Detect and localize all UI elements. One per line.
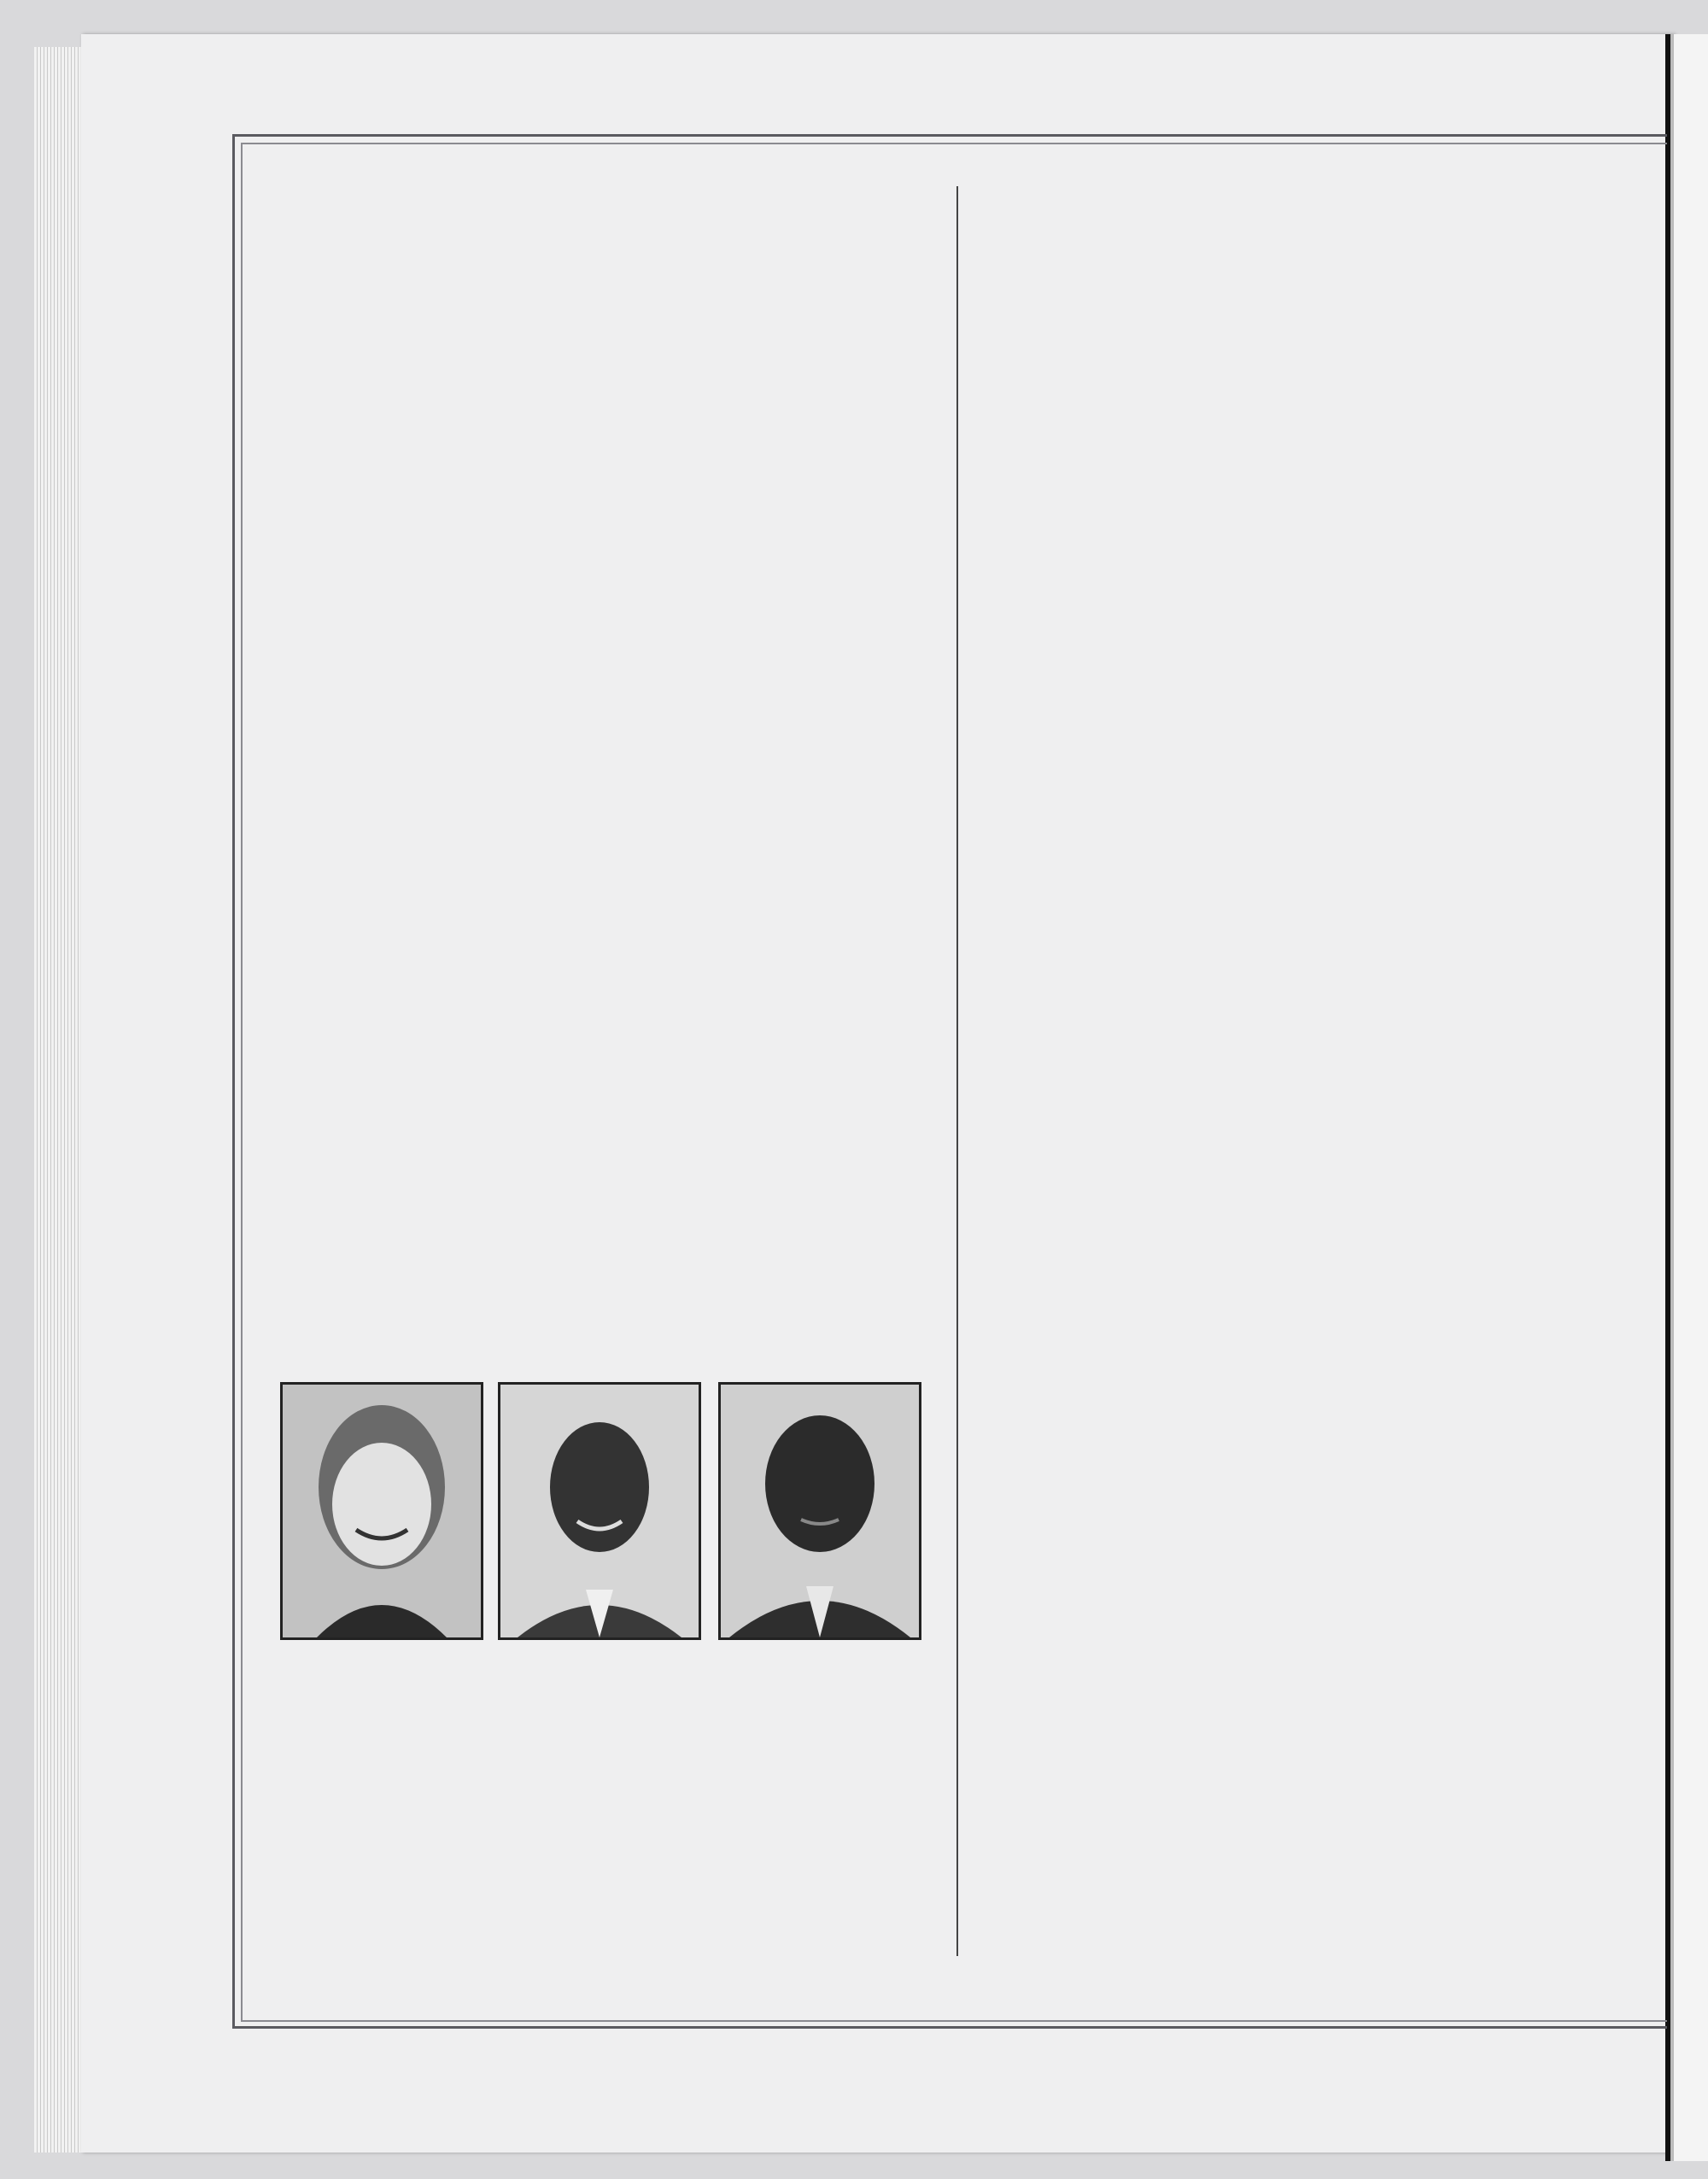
- table-row: [278, 1181, 927, 1207]
- table-header-row: [278, 288, 927, 313]
- table-row: [278, 1003, 927, 1028]
- table-row: [278, 773, 927, 799]
- table-row: [278, 722, 927, 747]
- table-row: [278, 1889, 945, 1914]
- table-row: [278, 620, 927, 646]
- table-row: [278, 313, 927, 339]
- column-divider: [956, 186, 958, 1956]
- portrait-image: [500, 1385, 699, 1637]
- table-row: [278, 415, 927, 441]
- table-row: [278, 850, 927, 876]
- table-row: [278, 671, 927, 696]
- portrait-image: [721, 1385, 919, 1637]
- table-row: [278, 492, 927, 518]
- table-row: [278, 1130, 927, 1156]
- table-row: [278, 645, 927, 671]
- table-row: [278, 1080, 927, 1105]
- table-row: [278, 1914, 945, 1940]
- table-row: [278, 569, 927, 595]
- table-header-row: [278, 1837, 945, 1863]
- photo-travis-hunter: [498, 1382, 701, 1640]
- table-row: [278, 824, 927, 850]
- table-row: [278, 1156, 927, 1181]
- table-row: [278, 900, 927, 926]
- receiving-table: [278, 288, 927, 1335]
- table-row: [278, 339, 927, 365]
- table-row: [278, 1233, 927, 1258]
- table-row: [278, 926, 927, 952]
- photo-michael-anderson: [718, 1382, 921, 1640]
- table-row: [278, 1028, 927, 1054]
- table-row: [278, 543, 927, 569]
- table-row: [278, 390, 927, 416]
- passing-table: [278, 1837, 945, 1940]
- table-row: [278, 518, 927, 543]
- table-row: [278, 441, 927, 466]
- table-row: [278, 595, 927, 620]
- table-row: [278, 696, 927, 722]
- table-row: [278, 1863, 945, 1889]
- table-row: [278, 1207, 927, 1233]
- page-stack-edge: [34, 47, 85, 2153]
- table-row: [278, 365, 927, 390]
- table-row: [278, 1105, 927, 1131]
- table-row: [278, 466, 927, 492]
- table-row: [278, 1258, 927, 1284]
- table-row: [278, 977, 927, 1003]
- table-row: [278, 1054, 927, 1080]
- table-row: [278, 747, 927, 773]
- book-gutter: [1665, 34, 1708, 2161]
- table-row: [278, 1309, 927, 1335]
- table-row: [278, 799, 927, 824]
- portrait-image: [283, 1385, 481, 1637]
- photo-terry-gallaher: [280, 1382, 483, 1640]
- table-row: [278, 875, 927, 900]
- table-row: [278, 952, 927, 977]
- table-row: [278, 1284, 927, 1309]
